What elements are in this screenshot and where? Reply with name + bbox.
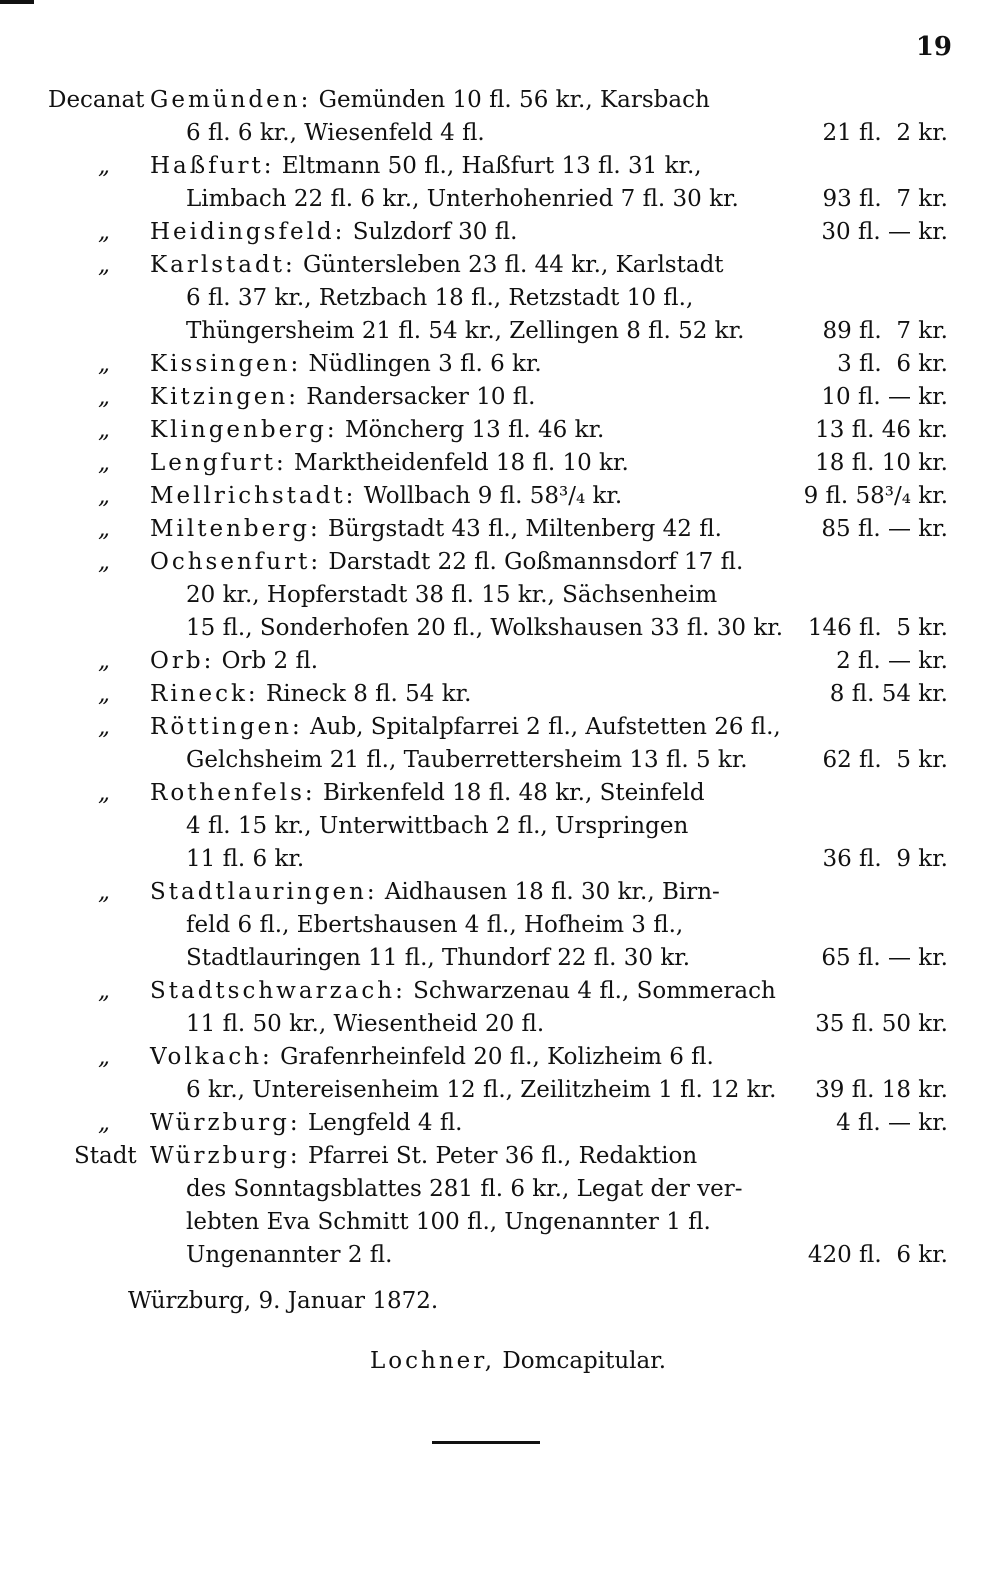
entry-line <box>0 447 1000 480</box>
entry-text <box>150 645 318 678</box>
entry-total: 3 fl. 6 kr. <box>837 351 948 377</box>
parish-list: Bürgstadt 43 fl., Miltenberg 42 fl. <box>320 516 722 542</box>
entry-text <box>150 975 776 1008</box>
ditto-mark: „ <box>98 681 110 707</box>
entry-continuation-line <box>0 843 1000 876</box>
entry-text: 6 kr., Untereisenheim 12 fl., Zeilitzheim 1 fl. 12 kr. <box>186 1077 777 1103</box>
entry-text: 6 fl. 6 kr., Wiesenfeld 4 fl. <box>186 120 485 146</box>
parish-list: Nüdlingen 3 fl. 6 kr. <box>301 351 542 377</box>
entry-continuation-line <box>0 1239 1000 1272</box>
ditto-mark: „ <box>98 450 110 476</box>
deanery-name: Mellrichstadt: <box>150 483 357 509</box>
parish-list: Sulzdorf 30 fl. <box>345 219 518 245</box>
deanery-name: Rineck: <box>150 681 259 707</box>
entry-label: Decanat <box>48 87 145 113</box>
entry-text <box>150 150 702 183</box>
deanery-name: Lengfurt: <box>150 450 287 476</box>
signature-name: Lochner, <box>370 1348 496 1374</box>
ditto-mark: „ <box>98 351 110 377</box>
entry-line <box>0 876 1000 909</box>
parish-list: Randersacker 10 fl. <box>298 384 536 410</box>
entry-total: 85 fl. — kr. <box>821 516 948 542</box>
deanery-name: Stadtschwarzach: <box>150 978 406 1004</box>
entry-text: 6 fl. 37 kr., Retzbach 18 fl., Retzstadt 10 fl., <box>186 285 694 311</box>
entry-continuation-line <box>0 315 1000 348</box>
parish-list: Gemünden 10 fl. 56 kr., Karsbach <box>311 87 710 113</box>
entry-total: 9 fl. 58³/₄ kr. <box>803 483 948 509</box>
entry-text: Ungenannter 2 fl. <box>186 1242 393 1268</box>
ditto-mark: „ <box>98 483 110 509</box>
entry-total: 13 fl. 46 kr. <box>815 417 948 443</box>
ditto-mark: „ <box>98 648 110 674</box>
entry-line <box>0 513 1000 546</box>
entry-text: 20 kr., Hopferstadt 38 fl. 15 kr., Sächsenheim <box>186 582 718 608</box>
entry-total: 2 fl. — kr. <box>836 648 948 674</box>
entry-text <box>150 348 542 381</box>
deanery-name: Heidingsfeld: <box>150 219 346 245</box>
deanery-name: Gemünden: <box>150 87 312 113</box>
deanery-name: Ochsenfurt: <box>150 549 322 575</box>
deanery-name: Stadtlauringen: <box>150 879 378 905</box>
entry-text <box>150 513 722 546</box>
ditto-mark: „ <box>98 153 110 179</box>
entry-total: 10 fl. — kr. <box>821 384 948 410</box>
ditto-mark: „ <box>98 417 110 443</box>
deanery-name: Volkach: <box>150 1044 273 1070</box>
entry-line <box>0 480 1000 513</box>
entry-text <box>150 480 622 513</box>
parish-list: Birkenfeld 18 fl. 48 kr., Steinfeld <box>315 780 705 806</box>
entry-total: 18 fl. 10 kr. <box>815 450 948 476</box>
deanery-name: Würzburg: <box>150 1110 301 1136</box>
ditto-mark: „ <box>98 219 110 245</box>
deanery-name: Haßfurt: <box>150 153 275 179</box>
parish-list: Aub, Spitalpfarrei 2 fl., Aufstetten 26 fl., <box>302 714 781 740</box>
place-date: Würzburg, 9. Januar 1872. <box>128 1288 439 1314</box>
deanery-name: Kissingen: <box>150 351 302 377</box>
deanery-name: Rothenfels: <box>150 780 316 806</box>
parish-list: Rineck 8 fl. 54 kr. <box>258 681 472 707</box>
entry-text: 11 fl. 50 kr., Wiesentheid 20 fl. <box>186 1011 545 1037</box>
entry-line <box>0 249 1000 282</box>
entry-line <box>0 348 1000 381</box>
entry-text: des Sonntagsblattes 281 fl. 6 kr., Legat der ver- <box>186 1176 743 1202</box>
ditto-mark: „ <box>98 516 110 542</box>
donation-list <box>0 84 1000 1272</box>
entry-continuation-line <box>0 282 1000 315</box>
corner-rule <box>0 0 34 4</box>
entry-text <box>150 414 604 447</box>
ditto-mark: „ <box>98 1044 110 1070</box>
signature-title: Domcapitular. <box>495 1348 667 1374</box>
parish-list: Eltmann 50 fl., Haßfurt 13 fl. 31 kr., <box>274 153 702 179</box>
entry-total: 4 fl. — kr. <box>836 1110 948 1136</box>
entry-text <box>150 1041 714 1074</box>
signature <box>370 1348 666 1374</box>
ditto-mark: „ <box>98 780 110 806</box>
entry-continuation-line <box>0 612 1000 645</box>
deanery-name: Röttingen: <box>150 714 303 740</box>
entry-text <box>150 447 629 480</box>
entry-line <box>0 711 1000 744</box>
ditto-mark: „ <box>98 714 110 740</box>
entry-line <box>0 216 1000 249</box>
entry-text: feld 6 fl., Ebertshausen 4 fl., Hofheim 3 fl., <box>186 912 684 938</box>
entry-continuation-line <box>0 909 1000 942</box>
parish-list: Schwarzenau 4 fl., Sommerach <box>405 978 776 1004</box>
deanery-name: Würzburg: <box>150 1143 301 1169</box>
entry-line <box>0 414 1000 447</box>
entry-total: 36 fl. 9 kr. <box>822 846 948 872</box>
entry-total: 146 fl. 5 kr. <box>807 615 948 641</box>
entry-line <box>0 381 1000 414</box>
entry-text: Gelchsheim 21 fl., Tauberrettersheim 13 fl. 5 kr. <box>186 747 748 773</box>
parish-list: Möncherg 13 fl. 46 kr. <box>337 417 605 443</box>
ditto-mark: „ <box>98 978 110 1004</box>
entry-line <box>0 777 1000 810</box>
entry-continuation-line <box>0 1008 1000 1041</box>
entry-line <box>0 150 1000 183</box>
entry-text: Stadtlauringen 11 fl., Thundorf 22 fl. 30 kr. <box>186 945 691 971</box>
end-rule <box>432 1441 540 1444</box>
deanery-name: Orb: <box>150 648 215 674</box>
entry-text <box>150 381 535 414</box>
parish-list: Grafenrheinfeld 20 fl., Kolizheim 6 fl. <box>272 1044 714 1070</box>
entry-text <box>150 711 781 744</box>
entry-total: 21 fl. 2 kr. <box>822 120 948 146</box>
entry-line <box>0 975 1000 1008</box>
entry-line <box>0 645 1000 678</box>
entry-continuation-line <box>0 942 1000 975</box>
entry-line <box>0 678 1000 711</box>
entry-text: 15 fl., Sonderhofen 20 fl., Wolkshausen 33 fl. 30 kr. <box>186 615 784 641</box>
entry-text <box>150 216 517 249</box>
parish-list: Darstadt 22 fl. Goßmannsdorf 17 fl. <box>321 549 744 575</box>
entry-text: lebten Eva Schmitt 100 fl., Ungenannter 1 fl. <box>186 1209 711 1235</box>
parish-list: Orb 2 fl. <box>214 648 319 674</box>
deanery-name: Klingenberg: <box>150 417 338 443</box>
entry-total: 62 fl. 5 kr. <box>822 747 948 773</box>
parish-list: Aidhausen 18 fl. 30 kr., Birn- <box>377 879 720 905</box>
parish-list: Wollbach 9 fl. 58³/₄ kr. <box>356 483 623 509</box>
entry-text: 4 fl. 15 kr., Unterwittbach 2 fl., Urspringen <box>186 813 689 839</box>
page-number: 19 <box>915 32 952 62</box>
entry-line <box>0 1041 1000 1074</box>
entry-text: 11 fl. 6 kr. <box>186 846 305 872</box>
parish-list: Pfarrei St. Peter 36 fl., Redaktion <box>300 1143 698 1169</box>
entry-continuation-line <box>0 810 1000 843</box>
entry-label: Stadt <box>74 1143 137 1169</box>
ditto-mark: „ <box>98 879 110 905</box>
entry-continuation-line <box>0 117 1000 150</box>
entry-line <box>0 1107 1000 1140</box>
entry-continuation-line <box>0 1206 1000 1239</box>
entry-total: 93 fl. 7 kr. <box>822 186 948 212</box>
entry-continuation-line <box>0 744 1000 777</box>
entry-total: 39 fl. 18 kr. <box>815 1077 948 1103</box>
entry-text <box>150 1107 462 1140</box>
entry-text <box>150 249 724 282</box>
entry-text <box>150 876 720 909</box>
entry-total: 89 fl. 7 kr. <box>822 318 948 344</box>
entry-text <box>150 84 710 117</box>
entry-line <box>0 84 1000 117</box>
deanery-name: Kitzingen: <box>150 384 299 410</box>
entry-continuation-line <box>0 1074 1000 1107</box>
entry-continuation-line <box>0 1173 1000 1206</box>
entry-total: 30 fl. — kr. <box>821 219 948 245</box>
entry-text: Limbach 22 fl. 6 kr., Unterhohenried 7 fl. 30 kr. <box>186 186 739 212</box>
entry-text <box>150 1140 697 1173</box>
entry-line <box>0 546 1000 579</box>
deanery-name: Karlstadt: <box>150 252 296 278</box>
entry-continuation-line <box>0 183 1000 216</box>
entry-text <box>150 546 743 579</box>
entry-text: Thüngersheim 21 fl. 54 kr., Zellingen 8 fl. 52 kr. <box>186 318 745 344</box>
entry-total: 8 fl. 54 kr. <box>829 681 948 707</box>
entry-line <box>0 1140 1000 1173</box>
entry-total: 65 fl. — kr. <box>821 945 948 971</box>
entry-text <box>150 678 471 711</box>
parish-list: Lengfeld 4 fl. <box>300 1110 463 1136</box>
parish-list: Güntersleben 23 fl. 44 kr., Karlstadt <box>295 252 724 278</box>
deanery-name: Miltenberg: <box>150 516 321 542</box>
parish-list: Marktheidenfeld 18 fl. 10 kr. <box>286 450 629 476</box>
ditto-mark: „ <box>98 384 110 410</box>
ditto-mark: „ <box>98 1110 110 1136</box>
entry-total: 35 fl. 50 kr. <box>815 1011 948 1037</box>
ditto-mark: „ <box>98 549 110 575</box>
entry-text <box>150 777 705 810</box>
ditto-mark: „ <box>98 252 110 278</box>
entry-continuation-line <box>0 579 1000 612</box>
entry-total: 420 fl. 6 kr. <box>807 1242 948 1268</box>
